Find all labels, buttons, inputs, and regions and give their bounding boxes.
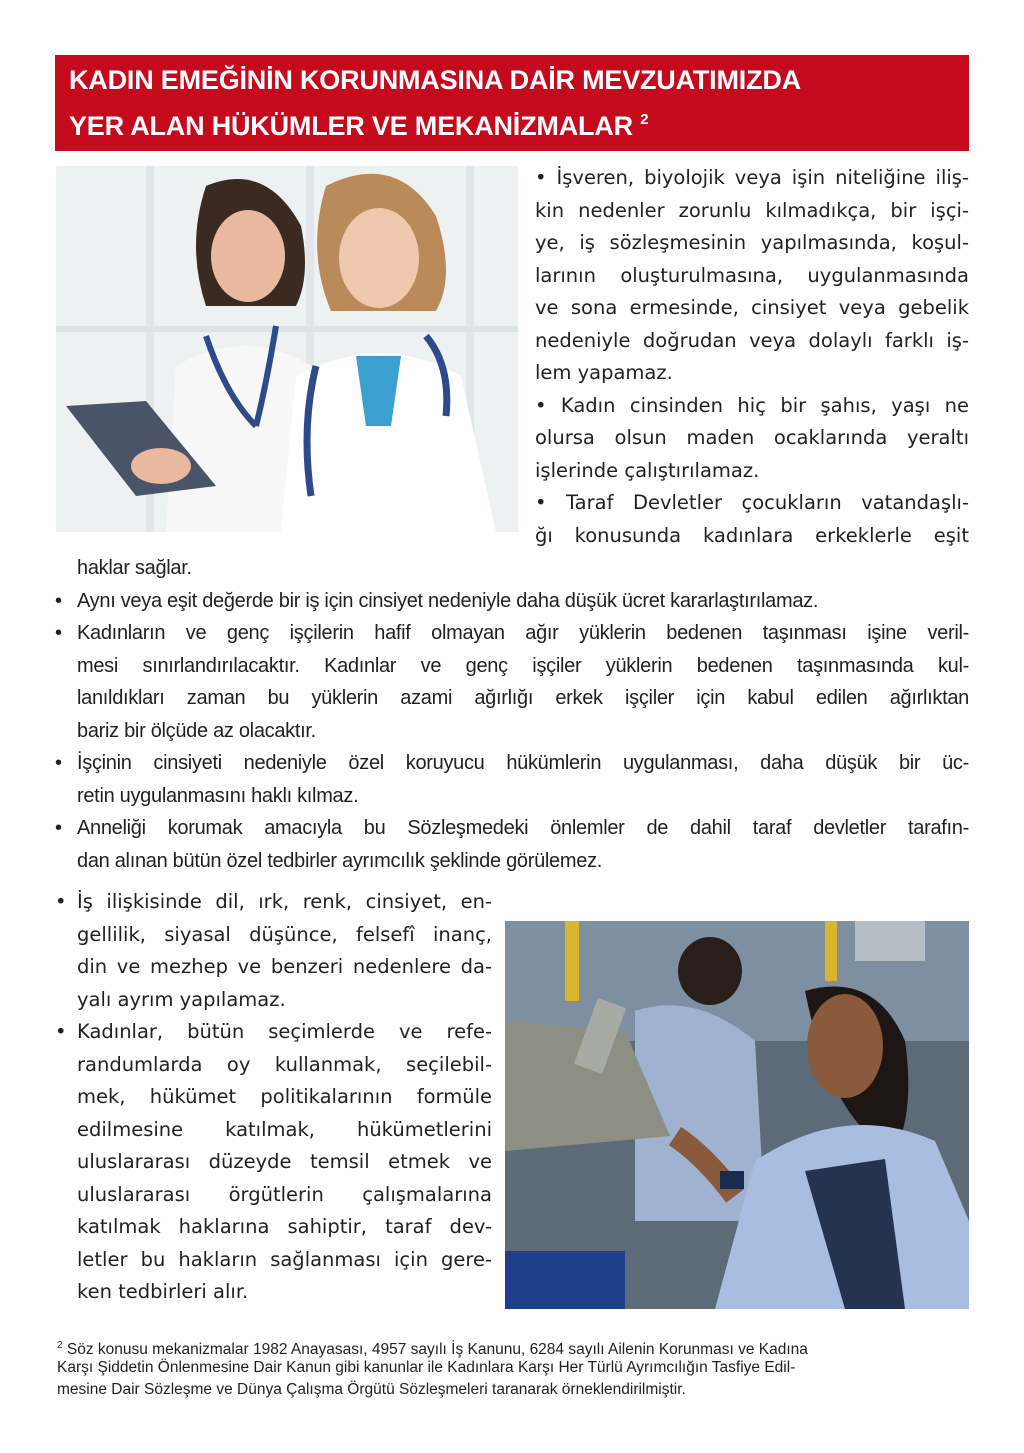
bullet-item — [55, 585, 969, 618]
bullet-icon: • — [55, 589, 62, 612]
text-line: • Taraf Devletler çocukların vatandaşlı- — [535, 491, 969, 514]
text-line: ve sona ermesinde, cinsiyet veya gebelik — [535, 296, 969, 319]
bullet-item — [55, 812, 969, 877]
text-line: İşçinin cinsiyeti nedeniyle özel koruyucu hükümlerin uygulanması, daha düşük bir üc- — [77, 752, 969, 774]
text-line: retin uygulanmasını haklı kılmaz. — [77, 784, 359, 807]
factory-worker-photo — [505, 921, 969, 1309]
bullet-icon: • — [55, 890, 67, 913]
text-line: edilmesine katılmak, hükümetlerini — [77, 1117, 492, 1141]
header-title-line-2 — [69, 111, 648, 142]
text-line: İş ilişkisinde dil, ırk, renk, cinsiyet, en- — [77, 890, 492, 913]
bullet-icon: • — [55, 622, 62, 644]
bullet-item — [55, 886, 492, 1016]
footnote-reference: 2 — [640, 111, 649, 128]
text-line: • İşveren, biyolojik veya işin niteliğine iliş- — [535, 166, 969, 189]
text-line: gellilik, siyasal düşünce, felsefî inanç, — [77, 922, 492, 946]
doctors-illustration — [56, 166, 518, 532]
text-line: Kadınların ve genç işçilerin hafif olmayan ağır yüklerin bedenen taşınması işine veril- — [77, 622, 969, 644]
text-line: mesi sınırlandırılacaktır. Kadınlar ve genç işçiler yüklerin bedenen taşınmasında kul- — [77, 654, 969, 677]
footnote-marker: 2 — [57, 1340, 63, 1351]
bullet-item — [55, 1016, 492, 1309]
text-line: ken tedbirleri alır. — [77, 1280, 249, 1303]
continuation-line: haklar sağlar. — [77, 557, 192, 579]
text-line: katılmak haklarına sahiptir, taraf dev- — [77, 1215, 492, 1238]
footnote-line: mesine Dair Sözleşme ve Dünya Çalışma Örgütü Sözleşmeleri taranarak örneklendirilmiştir. — [57, 1381, 686, 1398]
text-line: dan alınan bütün özel tedbirler ayrımcılık şeklinde görülemez. — [77, 849, 603, 872]
text-line: lanıldıkları zaman bu yüklerin azami ağırlığı erkek işçiler için kabul edilen ağırlıktan — [77, 687, 969, 709]
left-column-text — [55, 886, 492, 1309]
text-line: olursa olsun maden ocaklarında yeraltı — [535, 426, 969, 449]
text-line: kin nedenler zorunlu kılmadıkça, bir işçi- — [535, 198, 969, 222]
text-line: letler bu hakların sağlanması için gere- — [77, 1247, 492, 1271]
text-line: ye, iş sözleşmesinin yapılmasında, koşul- — [535, 231, 969, 254]
full-width-text — [55, 552, 969, 877]
bullet-icon: • — [55, 1020, 67, 1043]
text-line: yalı ayrım yapılamaz. — [77, 987, 286, 1011]
text-line: Anneliği korumak amacıyla bu Sözleşmedeki önlemler de dahil taraf devletler tarafın- — [77, 817, 969, 839]
right-column-text — [535, 162, 969, 552]
header-title-line-1: KADIN EMEĞİNİN KORUNMASINA DAİR MEVZUATIMIZDA — [69, 65, 801, 95]
text-line: larının oluşturulmasına, uygulanmasında — [535, 263, 969, 287]
text-line: Kadınlar, bütün seçimlerde ve refe- — [77, 1020, 492, 1043]
section-header — [55, 55, 969, 151]
footnote-line: Karşı Şiddetin Önlenmesine Dair Kanun gibi kanunlar ile Kadınlara Karşı Her Türlü Ayrımcılığın Tasfiye Edil- — [57, 1359, 796, 1376]
text-line: bariz bir ölçüde az olacaktır. — [77, 719, 316, 742]
text-line: işlerinde çalıştırılamaz. — [535, 458, 760, 482]
footnote-line — [57, 1335, 969, 1357]
text-line: lem yapamaz. — [535, 361, 673, 384]
bullet-item — [55, 747, 969, 812]
text-line: • Kadın cinsinden hiç bir şahıs, yaşı ne — [535, 393, 969, 417]
doctors-photo — [56, 166, 518, 532]
bullet-icon: • — [55, 752, 62, 774]
text-line: ğı konusunda kadınlara erkeklerle eşit — [535, 523, 969, 547]
footnote — [57, 1335, 969, 1401]
text-line: uluslararası düzeyde temsil etmek ve — [77, 1150, 492, 1173]
text-line: nedeniyle doğrudan veya dolaylı farklı iş- — [535, 328, 969, 352]
bullet-item — [55, 617, 969, 747]
bullet-icon: • — [55, 817, 62, 839]
factory-worker-illustration — [505, 921, 969, 1309]
text-line: uluslararası örgütlerin çalışmalarına — [77, 1182, 492, 1206]
text-line: mek, hükümet politikalarının formüle — [77, 1085, 492, 1108]
footnote-text: Söz konusu mekanizmalar 1982 Anayasası, 4957 sayılı İş Kanunu, 6284 sayılı Ailenin Korunması ve Kadına — [66, 1341, 808, 1359]
text-line: Aynı veya eşit değerde bir iş için cinsiyet nedeniyle daha düşük ücret kararlaştırılamaz. — [77, 589, 819, 612]
text-line: randumlarda oy kullanmak, seçilebil- — [77, 1052, 492, 1076]
header-title-text: YER ALAN HÜKÜMLER VE MEKANİZMALAR — [69, 111, 633, 141]
text-line: din ve mezhep ve benzeri nedenlere da- — [77, 955, 492, 978]
